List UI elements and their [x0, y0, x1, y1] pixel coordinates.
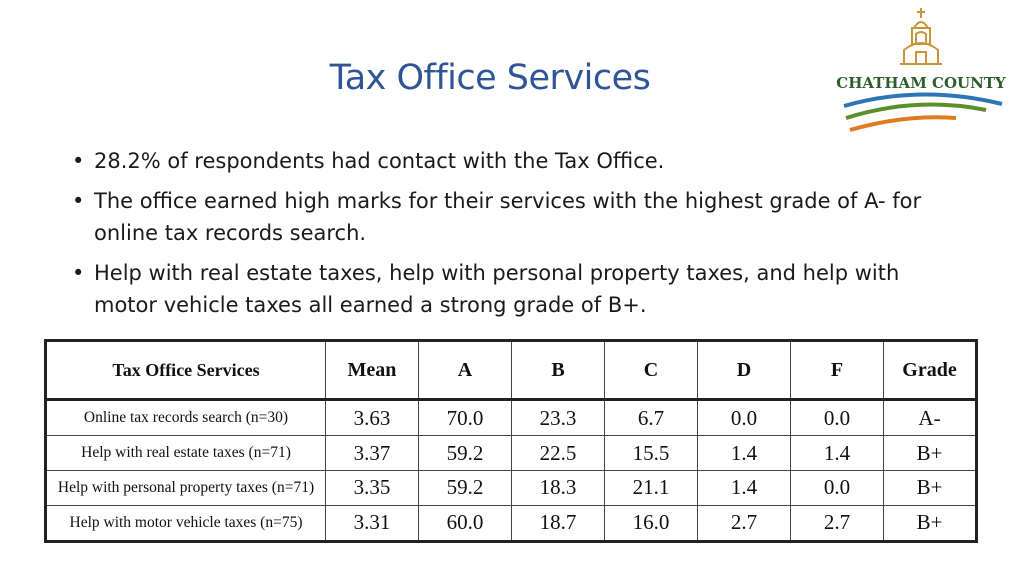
table-cell: 59.2 — [419, 436, 512, 471]
table-cell: 0.0 — [791, 400, 884, 436]
table-cell: 1.4 — [698, 436, 791, 471]
bullet-list — [72, 145, 952, 329]
table-cell: 21.1 — [605, 470, 698, 505]
column-header: Tax Office Services — [46, 341, 326, 400]
table-cell: 70.0 — [419, 400, 512, 436]
row-label: Online tax records search (n=30) — [46, 400, 326, 436]
column-header: C — [605, 341, 698, 400]
table-cell: 59.2 — [419, 470, 512, 505]
row-label: Help with motor vehicle taxes (n=75) — [46, 505, 326, 541]
table-cell: 1.4 — [791, 436, 884, 471]
table-cell: A- — [884, 400, 977, 436]
bullet-dot-icon: • — [72, 261, 85, 285]
bullet-item: • 28.2% of respondents had contact with the Tax Office. — [72, 145, 952, 177]
chatham-county-logo — [836, 6, 1006, 138]
column-header: D — [698, 341, 791, 400]
table-cell: 2.7 — [791, 505, 884, 541]
table-cell: B+ — [884, 436, 977, 471]
bullet-dot-icon: • — [72, 189, 85, 213]
table-cell: 18.3 — [512, 470, 605, 505]
table-cell: 22.5 — [512, 436, 605, 471]
column-header: A — [419, 341, 512, 400]
table-row — [46, 505, 977, 541]
table-cell: 3.63 — [326, 400, 419, 436]
table-cell: B+ — [884, 470, 977, 505]
column-header: F — [791, 341, 884, 400]
table-cell: 2.7 — [698, 505, 791, 541]
logo-text: CHATHAM COUNTY — [836, 74, 1006, 92]
table-cell: 3.35 — [326, 470, 419, 505]
table-cell: 0.0 — [791, 470, 884, 505]
table-cell: 18.7 — [512, 505, 605, 541]
column-header: Mean — [326, 341, 419, 400]
table-row — [46, 436, 977, 471]
bullet-item: • Help with real estate taxes, help with personal property taxes, and help with motor vehicle taxes all earned a strong grade of B+. — [72, 257, 952, 321]
row-label: Help with personal property taxes (n=71) — [46, 470, 326, 505]
tax-office-services-table — [44, 339, 978, 543]
bullet-item: • The office earned high marks for their services with the highest grade of A- for online tax records search. — [72, 185, 952, 249]
table-cell: 0.0 — [698, 400, 791, 436]
row-label: Help with real estate taxes (n=71) — [46, 436, 326, 471]
table-cell: 1.4 — [698, 470, 791, 505]
table-cell: 16.0 — [605, 505, 698, 541]
table-header-row — [46, 341, 977, 400]
table-row — [46, 400, 977, 436]
table-cell: B+ — [884, 505, 977, 541]
table-row — [46, 470, 977, 505]
slide-title: Tax Office Services — [329, 58, 651, 98]
table-cell: 3.31 — [326, 505, 419, 541]
column-header: Grade — [884, 341, 977, 400]
table-cell: 23.3 — [512, 400, 605, 436]
bullet-dot-icon: • — [72, 149, 85, 173]
courthouse-icon — [900, 8, 942, 64]
table-cell: 6.7 — [605, 400, 698, 436]
table-cell: 15.5 — [605, 436, 698, 471]
table-cell: 60.0 — [419, 505, 512, 541]
table-cell: 3.37 — [326, 436, 419, 471]
column-header: B — [512, 341, 605, 400]
